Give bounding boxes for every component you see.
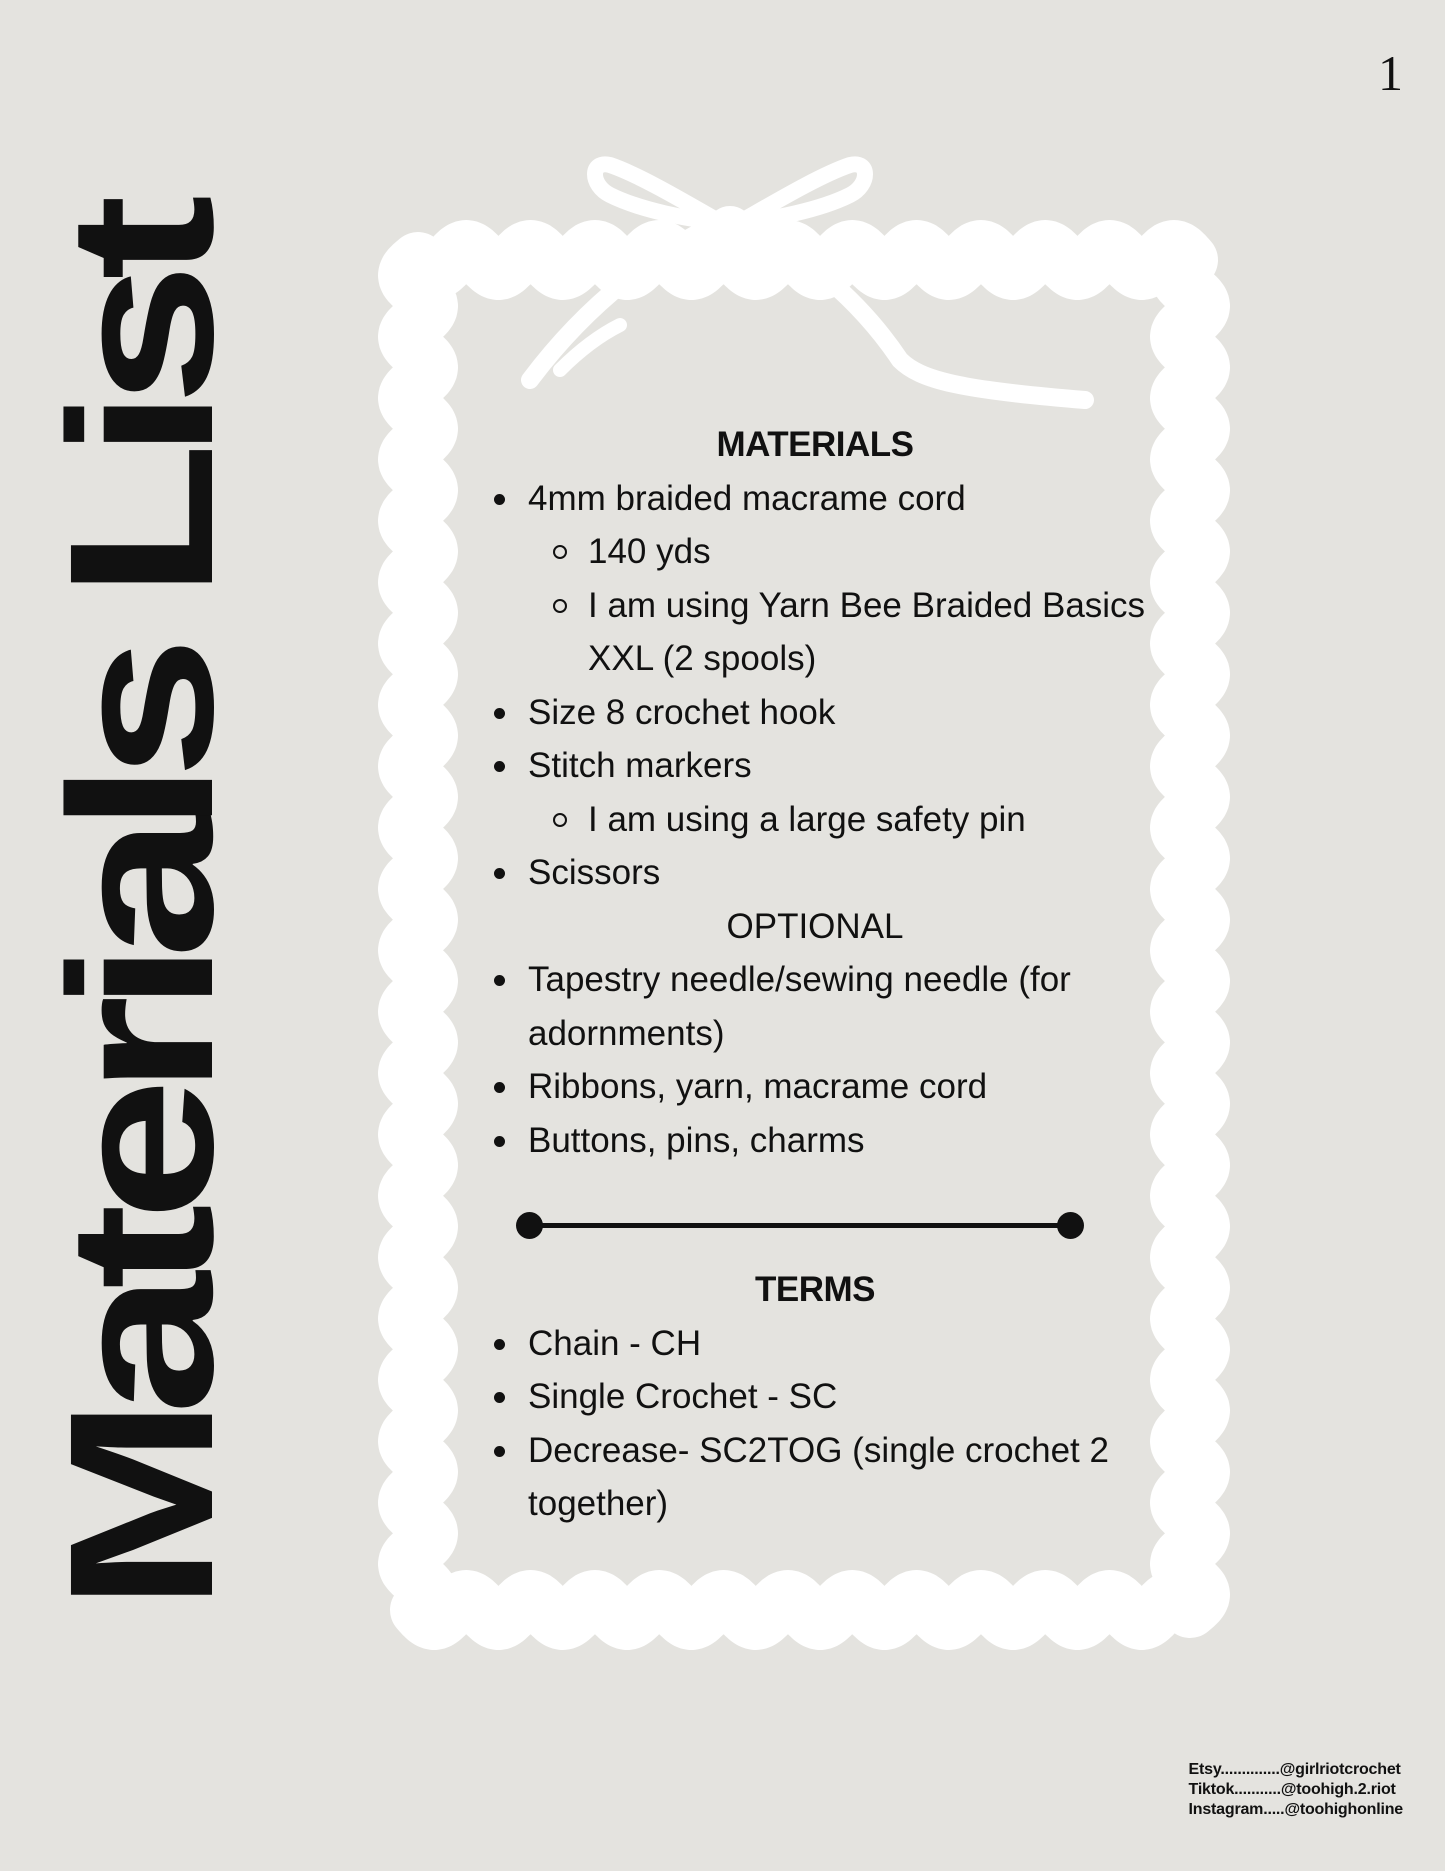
list-item: Single Crochet - SC	[480, 1370, 1150, 1424]
optional-label: OPTIONAL	[726, 906, 904, 946]
list-subitem: 140 yds	[480, 525, 1150, 579]
list-item: Buttons, pins, charms	[480, 1114, 1150, 1168]
social-links	[1189, 1760, 1403, 1820]
list-item: Tapestry needle/sewing needle (for adornments)	[480, 953, 1150, 1060]
divider-dot-right	[1057, 1212, 1084, 1239]
terms-list	[480, 1317, 1150, 1531]
social-etsy	[1189, 1760, 1403, 1780]
list-subitem: I am using Yarn Bee Braided Basics XXL (2 spools)	[480, 579, 1150, 686]
social-handle[interactable]: @toohighonline	[1284, 1801, 1403, 1818]
social-handle[interactable]: @toohigh.2.riot	[1280, 1781, 1396, 1798]
social-instagram	[1189, 1800, 1403, 1820]
list-item: 4mm braided macrame cord	[480, 472, 1150, 526]
social-label: Instagram.....	[1188, 1801, 1285, 1818]
list-item: Stitch markers	[480, 739, 1150, 793]
list-item: Decrease- SC2TOG (single crochet 2 together)	[480, 1424, 1150, 1531]
list-item: Size 8 crochet hook	[480, 686, 1150, 740]
list-item: Chain - CH	[480, 1317, 1150, 1371]
materials-heading: MATERIALS	[716, 425, 914, 464]
page-title: Materials List	[27, 497, 256, 1612]
page-number: 1	[1378, 45, 1403, 101]
optional-list	[480, 953, 1150, 1167]
social-label: Tiktok...........	[1188, 1781, 1281, 1798]
section-divider	[480, 1197, 1150, 1253]
terms-heading: TERMS	[755, 1270, 875, 1309]
list-subitem: I am using a large safety pin	[480, 793, 1150, 847]
content-card	[480, 418, 1150, 1531]
social-handle[interactable]: @girlriotcrochet	[1279, 1761, 1401, 1778]
divider-dot-left	[516, 1212, 543, 1239]
divider-line	[530, 1223, 1070, 1228]
social-tiktok	[1189, 1780, 1403, 1800]
list-item: Scissors	[480, 846, 1150, 900]
list-item: Ribbons, yarn, macrame cord	[480, 1060, 1150, 1114]
social-label: Etsy..............	[1188, 1761, 1280, 1778]
materials-list	[480, 472, 1150, 900]
